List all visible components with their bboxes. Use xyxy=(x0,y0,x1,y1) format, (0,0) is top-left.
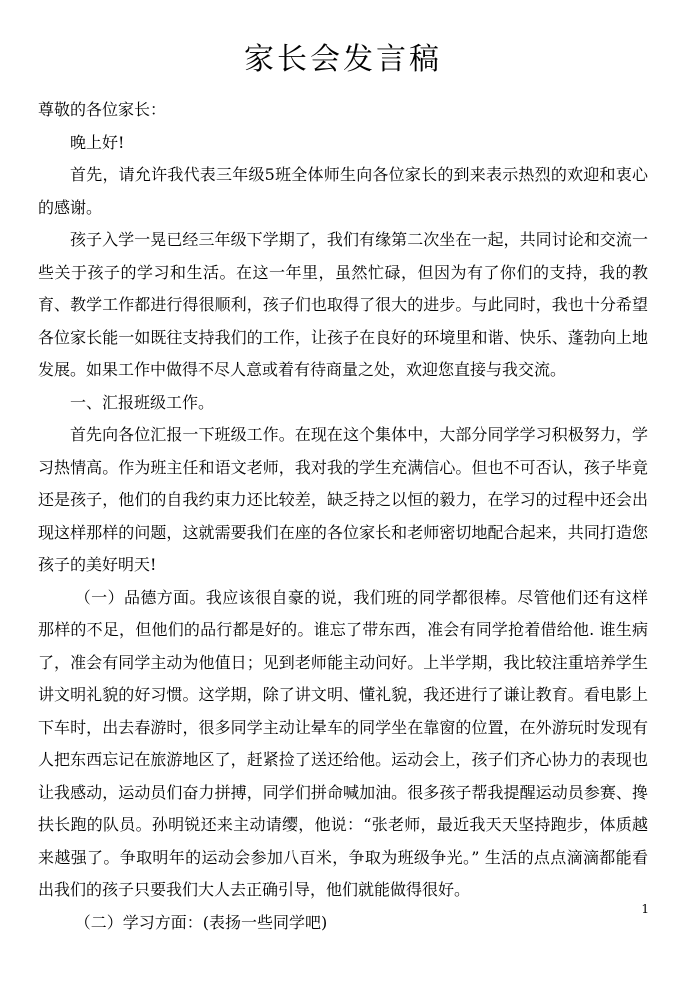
paragraph-class-report: 首先向各位汇报一下班级工作。在现在这个集体中，大部分同学学习积极努力，学习热情高。作为班主任和语文老师，我对我的学生充满信心。但也不可否认，孩子毕竟还是孩子，他们的自我约束力还比较差，缺乏持之以恒的毅力，在学习的过程中还会出现这样那样的问题，这就需要我们在座的各位家长和老师密切地配合起来，共同打造您孩子的美好明天! xyxy=(38,425,648,574)
greeting: 尊敬的各位家长： xyxy=(38,100,167,119)
section-heading-class-report: 一、汇报班级工作。 xyxy=(70,392,215,412)
page-number: 1 xyxy=(641,902,649,916)
paragraph-introduction: 孩子入学一晃已经三年级下学期了，我们有缘第二次坐在一起，共同讨论和交流一些关于孩子的学习和生活。在这一年里，虽然忙碌，但因为有了你们的支持，我的教育、教学工作都进行得很顺利，孩子们也取得了很大的进步。与此同时，我也十分希望各位家长能一如既往支持我们的工作，让孩子在良好的环境里和谐、快乐、蓬勃向上地发展。如果工作中做得不尽人意或着有待商量之处，欢迎您直接与我交流。 xyxy=(38,230,648,379)
paragraph-moral-conduct: （一）品德方面。我应该很自豪的说，我们班的同学都很棒。尽管他们还有这样那样的不足，但他们的品行都是好的。谁忘了带东西，准会有同学抢着借给他. 谁生病了，准会有同学主动为他值日；见到老师能主动问好。上半学期，我比较注重培养学生讲文明礼貌的好习惯。这学期，除了讲文明、懂礼貌，我还进行了谦让教育。看电影上下车时，出去春游时，很多同学主动让晕车的同学坐在靠窗的位置，在外游玩时发现有人把东西忘记在旅游地区了，赶紧捡了送还给他。运动会上，孩子们齐心协力的表现也让我感动，运动员们奋力拼搏，同学们拼命喊加油。很多孩子帮我提醒运动员参赛、搀扶长跑的队员。孙明锐还来主动请缨，他说：“张老师，最近我天天坚持跑步，体质越来越强了。争取明年的运动会参加八百米，争取为班级争光。” 生活的点点滴滴都能看出我们的孩子只要我们大人去正确引导，他们就能做得很好。 xyxy=(38,587,648,899)
salutation: 晚上好! xyxy=(70,132,125,152)
paragraph-welcome: 首先，请允许我代表三年级5班全体师生向各位家长的到来表示热烈的欢迎和衷心的感谢。 xyxy=(38,165,648,217)
subsection-heading-study: （二）学习方面：(表扬一些同学吧) xyxy=(74,912,328,932)
document-title: 家长会发言稿 xyxy=(244,42,442,77)
